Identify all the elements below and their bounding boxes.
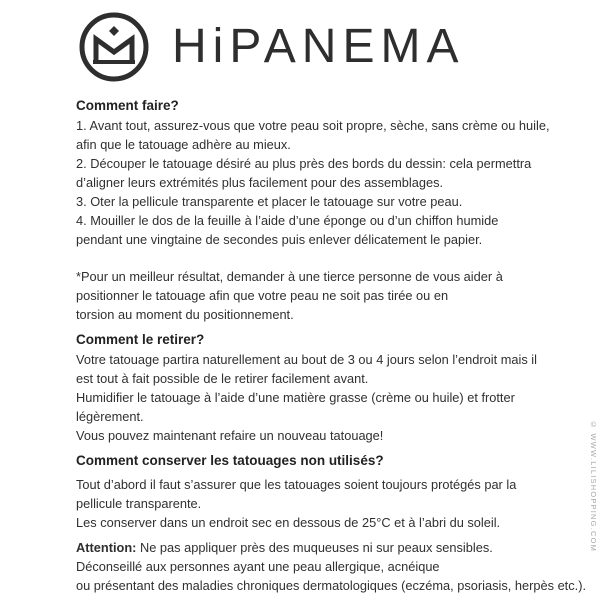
brand-logo (78, 8, 464, 86)
text-line: Les conserver dans un endroit sec en dessous de 25°C et à l’abri du soleil. (76, 515, 501, 530)
attention-text: Ne pas appliquer près des muqueuses ni sur peaux sensibles. (136, 540, 493, 555)
attention-first-line (76, 538, 556, 557)
text-line: 1. Avant tout, assurez-vous que votre peau soit propre, sèche, sans crème ou huile, (76, 118, 550, 133)
text-line: Tout d’abord il faut s’assurer que les tatouages soient toujours protégés par la (76, 477, 517, 492)
text-line: 4. Mouiller le dos de la feuille à l’aide d’une éponge ou d’un chiffon humide (76, 213, 499, 228)
text-line: pendant une vingtaine de secondes puis enlever délicatement le papier. (76, 232, 483, 247)
text-line: légèrement. (76, 409, 144, 424)
attention-line: Déconseillé aux personnes ayant une peau allergique, acnéique (76, 559, 440, 574)
crowned-m-circle-icon (78, 11, 150, 83)
note-line: positionner le tatouage afin que votre peau ne soit pas tirée ou en (76, 288, 449, 303)
text-line: 3. Oter la pellicule transparente et placer le tatouage sur votre peau. (76, 194, 463, 209)
spacer (76, 249, 556, 267)
section-heading-storage: Comment conserver les tatouages non utilisés? (76, 453, 384, 468)
text-line: est tout à fait possible de le retirer facilement avant. (76, 371, 369, 386)
text-line: 2. Découper le tatouage désiré au plus près des bords du dessin: cela permettra (76, 156, 532, 171)
note-line: torsion au moment du positionnement. (76, 307, 294, 322)
brand-name: HiPANEMA (172, 20, 465, 73)
attention-line: ou présentant des maladies chroniques dermatologiques (eczéma, psoriasis, herpès etc.). (76, 578, 587, 593)
text-line: Humidifier le tatouage à l’aide d’une matière grasse (crème ou huile) et frotter (76, 390, 515, 405)
text-line: d’aligner leurs extrémités plus facilement pour des assemblages. (76, 175, 444, 190)
text-line: pellicule transparente. (76, 496, 202, 511)
text-line: Votre tatouage partira naturellement au bout de 3 ou 4 jours selon l’endroit mais il (76, 352, 537, 367)
instructions-document (76, 96, 587, 595)
attention-label: Attention: (76, 540, 137, 555)
note-line: *Pour un meilleur résultat, demander à une tierce personne de vous aider à (76, 269, 503, 284)
text-line: afin que le tatouage adhère au mieux. (76, 137, 291, 152)
site-watermark: © WWW.LILISHOPPING.COM (589, 420, 598, 553)
section-heading-removal: Comment le retirer? (76, 332, 205, 347)
section-heading-how-to: Comment faire? (76, 98, 179, 113)
text-line: Vous pouvez maintenant refaire un nouveau tatouage! (76, 428, 384, 443)
